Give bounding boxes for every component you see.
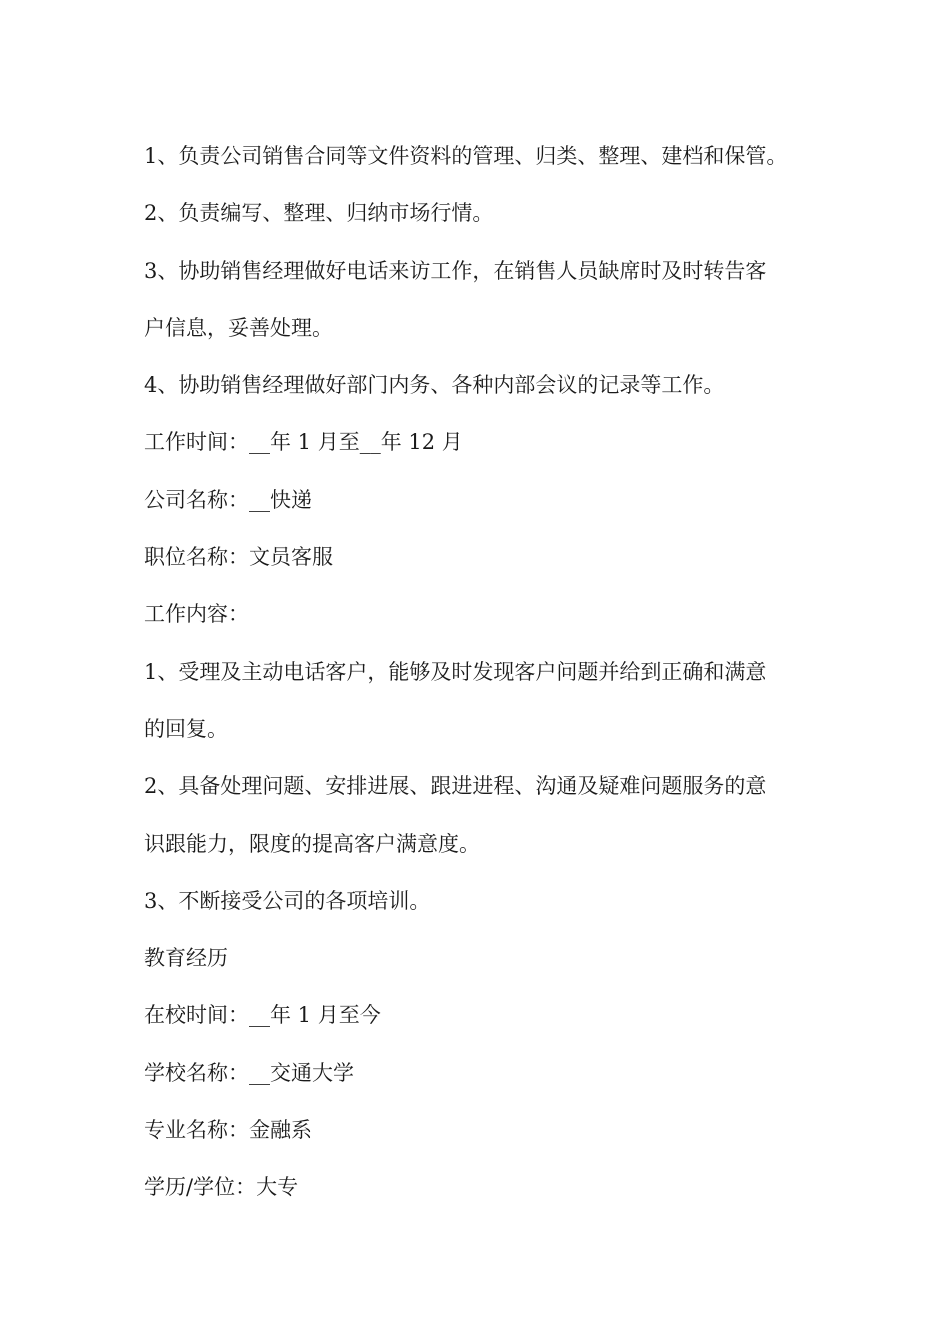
duty-item-1: 1、负责公司销售合同等文件资料的管理、归类、整理、建档和保管。	[144, 144, 788, 168]
duty-item-4: 4、协助销售经理做好部门内务、各种内部会议的记录等工作。	[144, 373, 725, 398]
work-content-item-2: 2、具备处理问题、安排进展、跟进进程、沟通及疑难问题服务的意	[144, 774, 767, 799]
work-content-item-1-continued: 的回复。	[144, 716, 228, 741]
school-name: 学校名称：__交通大学	[144, 1060, 354, 1085]
duty-item-2: 2、负责编写、整理、归纳市场行情。	[144, 201, 494, 226]
degree: 学历/学位：大专	[144, 1175, 299, 1200]
job-title: 职位名称：文员客服	[144, 545, 333, 570]
company-name: 公司名称：__快递	[144, 487, 312, 512]
work-content-item-2-continued: 识跟能力，限度的提高客户满意度。	[144, 831, 480, 856]
duty-item-3: 3、协助销售经理做好电话来访工作，在销售人员缺席时及时转告客	[144, 258, 767, 283]
work-period: 工作时间：__年 1 月至__年 12 月	[144, 430, 463, 455]
education-heading: 教育经历	[144, 946, 228, 971]
duty-item-3-continued: 户信息，妥善处理。	[144, 315, 333, 340]
school-period: 在校时间：__年 1 月至今	[144, 1003, 381, 1028]
work-content-item-1: 1、受理及主动电话客户，能够及时发现客户问题并给到正确和满意	[144, 659, 767, 684]
work-content-item-3: 3、不断接受公司的各项培训。	[144, 888, 431, 913]
major-name: 专业名称：金融系	[144, 1118, 312, 1143]
document-body	[144, 128, 834, 1217]
work-content-heading: 工作内容：	[144, 602, 249, 627]
